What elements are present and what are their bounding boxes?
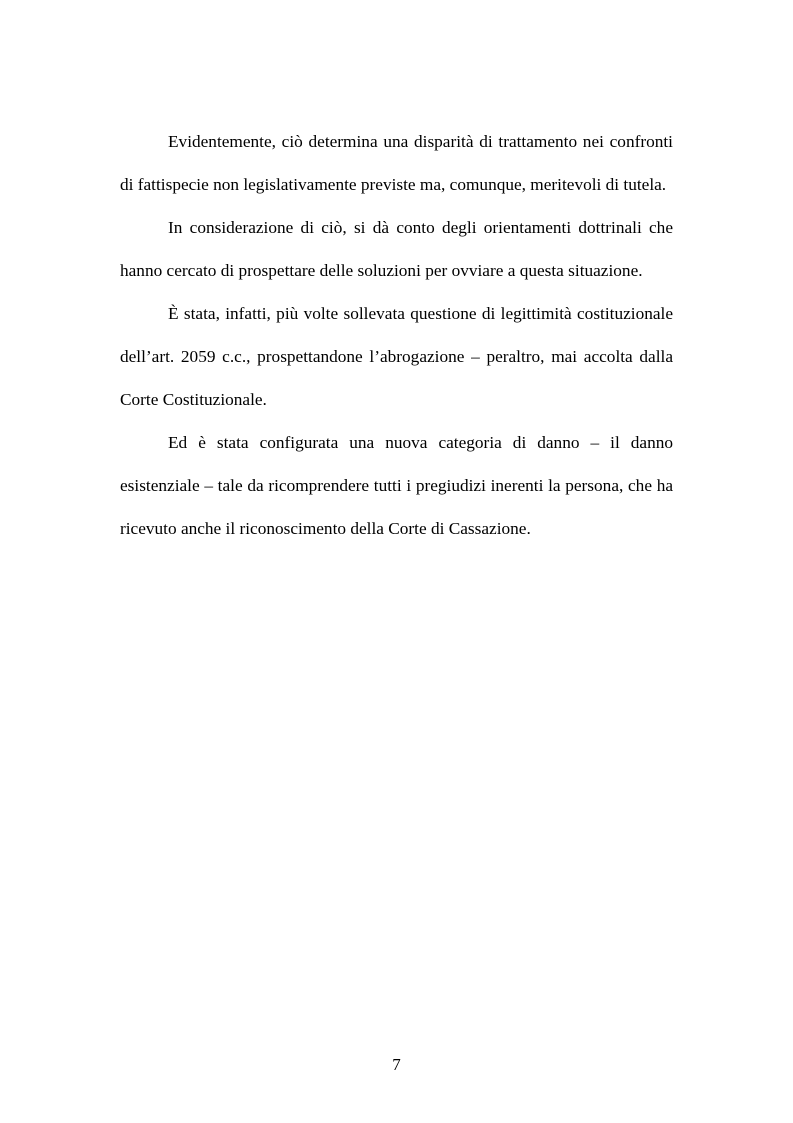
paragraph-2: In considerazione di ciò, si dà conto degli orientamenti dottrinali che hanno cercato di prospettare delle soluzioni per ovviare a questa situazione. bbox=[120, 218, 673, 280]
paragraph-4: Ed è stata configurata una nuova categoria di danno – il danno esistenziale – tale da ricomprendere tutti i pregiudizi inerenti la persona, che ha ricevuto anche il riconoscimento della Corte di Cassazione. bbox=[120, 433, 673, 538]
body-text bbox=[120, 120, 673, 550]
paragraph-3: È stata, infatti, più volte sollevata questione di legittimità costituzionale dell’art. 2059 c.c., prospettandone l’abrogazione – peraltro, mai accolta dalla Corte Costituzionale. bbox=[120, 304, 673, 409]
page-number: 7 bbox=[392, 1055, 401, 1074]
paragraph-1: Evidentemente, ciò determina una disparità di trattamento nei confronti di fattispecie non legislativamente previste ma, comunque, meritevoli di tutela. bbox=[120, 132, 673, 194]
